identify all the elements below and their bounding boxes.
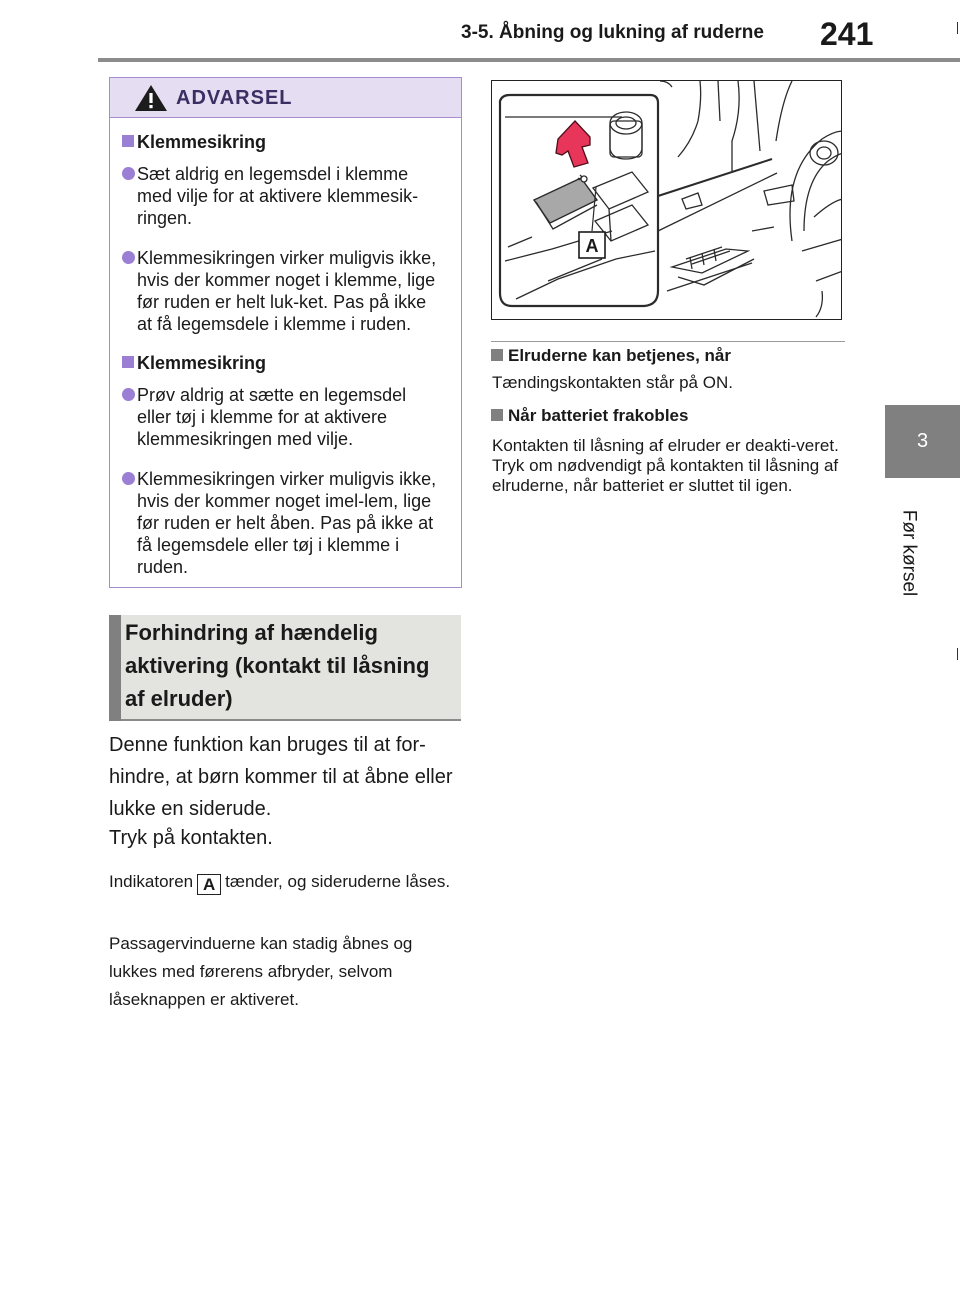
window-lock-switch-illustration bbox=[491, 80, 842, 320]
chapter-label bbox=[896, 498, 920, 608]
warning-subheading: Klemmesikring bbox=[125, 353, 445, 374]
instruction-paragraph: Tryk på kontakten. bbox=[109, 827, 273, 849]
square-bullet-icon bbox=[122, 356, 134, 368]
warning-header bbox=[110, 78, 461, 118]
note-text: Kontakten til låsning af elruder er deakti-veret. Tryk om nødvendigt på kontakten til låsning af elruderne, når batteriet er sluttet til igen. bbox=[492, 436, 839, 495]
note-heading: Når batteriet frakobles bbox=[491, 406, 851, 426]
section-heading bbox=[109, 615, 461, 721]
warning-body bbox=[110, 118, 461, 578]
crop-mark bbox=[957, 648, 958, 660]
round-bullet-icon bbox=[122, 251, 135, 264]
chapter-number: 3 bbox=[916, 430, 929, 452]
warning-bullet: Sæt aldrig en legemsdel i klemme med vilje for at aktivere klemmesik-ringen. bbox=[125, 163, 445, 229]
note-text: Tændingskontakten står på ON. bbox=[492, 373, 733, 392]
intro-paragraph: Denne funktion kan bruges til at for-hindre, at børn kommer til at åbne eller lukke en siderude. bbox=[109, 734, 453, 820]
crop-mark bbox=[957, 22, 958, 34]
header-rule bbox=[98, 58, 960, 62]
chapter-tab bbox=[885, 405, 960, 478]
figure-callout-A: A bbox=[585, 236, 599, 256]
warning-box bbox=[109, 77, 462, 588]
round-bullet-icon bbox=[122, 167, 135, 180]
chapter-label-text: Før kørsel bbox=[898, 509, 920, 597]
warning-bullet: Prøv aldrig at sætte en legemsdel eller tøj i klemme for at aktivere klemmesikringen med vilje. bbox=[125, 384, 445, 450]
round-bullet-icon bbox=[122, 388, 135, 401]
indicator-label-box: A bbox=[197, 874, 221, 895]
square-bullet-icon bbox=[491, 349, 503, 361]
section-heading-text: Forhindring af hændelig aktivering (kontakt til låsning af elruder) bbox=[125, 620, 430, 711]
note-heading: Elruderne kan betjenes, når bbox=[491, 346, 851, 366]
warning-bullet: Klemmesikringen virker muligvis ikke, hvis der kommer noget i klemme, lige før ruden er helt luk-ket. Pas på ikke at få legemsdele i klemme i ruden. bbox=[125, 247, 445, 335]
press-arrow-icon bbox=[556, 121, 590, 167]
section-header-title: 3-5. Åbning og lukning af ruderne bbox=[461, 22, 764, 43]
page-number: 241 bbox=[820, 16, 874, 52]
section-heading-bar bbox=[109, 615, 121, 721]
warning-subheading: Klemmesikring bbox=[125, 132, 445, 153]
square-bullet-icon bbox=[122, 135, 134, 147]
warning-icon bbox=[134, 84, 168, 112]
warning-title: ADVARSEL bbox=[176, 87, 293, 109]
passenger-note: Passagervinduerne kan stadig åbnes og lukkes med førerens afbryder, selvom låseknappen er aktiveret. bbox=[109, 934, 413, 1009]
indicator-paragraph: Indikatoren A tænder, og sideruderne låses. bbox=[109, 872, 451, 894]
figure-rule bbox=[491, 341, 845, 342]
door-panel-drawing bbox=[492, 81, 842, 320]
round-bullet-icon bbox=[122, 472, 135, 485]
square-bullet-icon bbox=[491, 409, 503, 421]
warning-bullet: Klemmesikringen virker muligvis ikke, hvis der kommer noget imel-lem, lige før ruden er helt åben. Pas på ikke at få legemsdele eller tøj i klemme i ruden. bbox=[125, 468, 445, 578]
